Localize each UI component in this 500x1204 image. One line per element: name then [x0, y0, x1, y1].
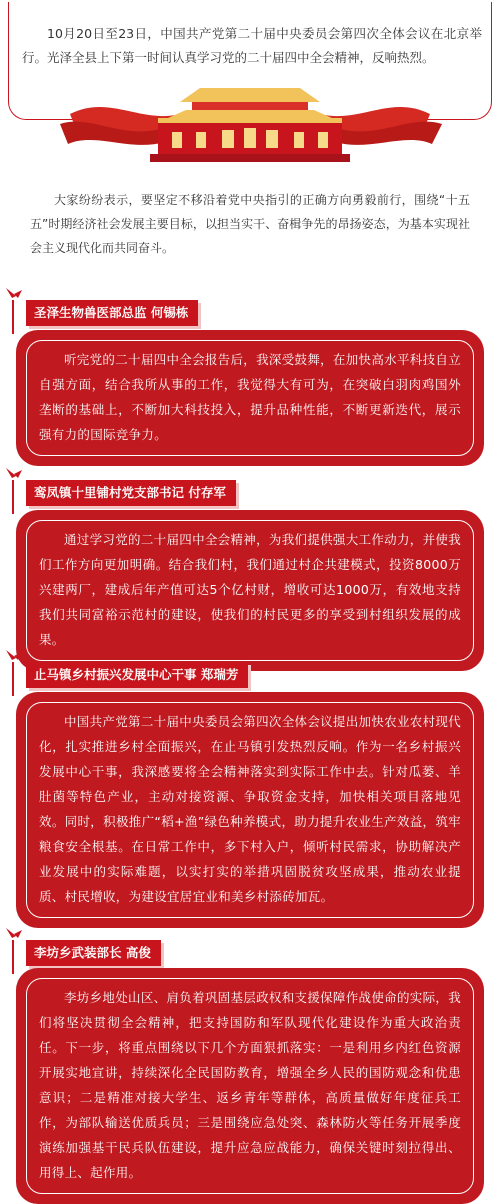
fighter-jet-icon	[2, 926, 26, 974]
quote-text: 通过学习党的二十届四中全会精神，为我们提供强大工作动力，并使我们工作方向更加明确。结合我们村，我们通过村企共建模式，投资8000万兴建两厂，建成后年产值可达5个亿村财，增收可达1000万，有效地支持我们共同富裕示范村的建设，使我们的村民更多的享受到村组织发展的成果。	[26, 520, 474, 661]
quote-card	[16, 968, 484, 1204]
quote-card	[16, 510, 484, 671]
interviewee-name-tag: 李坊乡武装部长 高俊	[26, 940, 161, 966]
fighter-jet-icon	[2, 648, 26, 696]
intro-paragraph: 10月20日至23日，中国共产党第二十届中央委员会第四次全体会议在北京举行。光泽全县上下第一时间认真学习党的二十届四中全会精神，反响热烈。	[22, 26, 482, 65]
lead-paragraph: 大家纷纷表示，要坚定不移沿着党中央指引的正确方向勇毅前行，围绕“十五五”时期经济社会发展主要目标，以担当实干、奋楫争先的昂扬姿态，为基本实现社会主义现代化而共同奋斗。	[30, 193, 470, 255]
fighter-jet-icon	[2, 466, 26, 514]
quote-card	[16, 330, 484, 466]
quote-card	[16, 692, 484, 928]
quote-text: 李坊乡地处山区、肩负着巩固基层政权和支援保障作战使命的实际，我们将坚决贯彻全会精神，把支持国防和军队现代化建设作为重大政治责任。下一步，将重点围绕以下几个方面狠抓落实：一是利用乡内红色资源开展实地宣讲，持续深化全民国防教育，增强全乡人民的国防观念和优患意识；二是精准对接大学生、返乡青年等群体，高质量做好年度征兵工作，为部队输送优质兵员；三是围绕应急处突、森林防火等任务开展季度演练加强基干民兵队伍建设，提升应急应战能力，确保关键时刻拉得出、用得上、起作用。	[26, 978, 474, 1194]
tiananmen-banner-illustration	[50, 84, 450, 164]
quote-text: 中国共产党第二十届中央委员会第四次全体会议提出加快农业农村现代化，扎实推进乡村全面振兴，在止马镇引发热烈反响。作为一名乡村振兴发展中心干事，我深感要将全会精神落实到实际工作中去。针对瓜蒌、羊肚菌等特色产业，主动对接资源、争取资金支持，加快相关项目落地见效。同时，积极推广“稻+渔”绿色种养模式，助力提升农业生产效益，筑牢粮食安全根基。在日常工作中，多下村入户，倾听村民需求，协助解决产业发展中的实际难题，以实打实的举措巩固脱贫攻坚成果，推动农业提质、村民增收，为建设宜居宜业和美乡村添砖加瓦。	[26, 702, 474, 918]
interviewee-name-tag: 圣泽生物兽医部总监 何锡栋	[26, 300, 198, 326]
interviewee-name-tag: 鸾凤镇十里铺村党支部书记 付存军	[26, 480, 236, 506]
interviewee-name-tag: 止马镇乡村振兴发展中心干事 郑瑞芳	[26, 662, 248, 688]
fighter-jet-icon	[2, 286, 26, 334]
quote-text: 听完党的二十届四中全会报告后，我深受鼓舞，在加快高水平科技自立自强方面，结合我所从事的工作，我觉得大有可为，在突破白羽肉鸡国外垄断的基础上，不断加大科技投入，提升品种性能，不断更新迭代，展示强有力的国际竞争力。	[26, 340, 474, 456]
